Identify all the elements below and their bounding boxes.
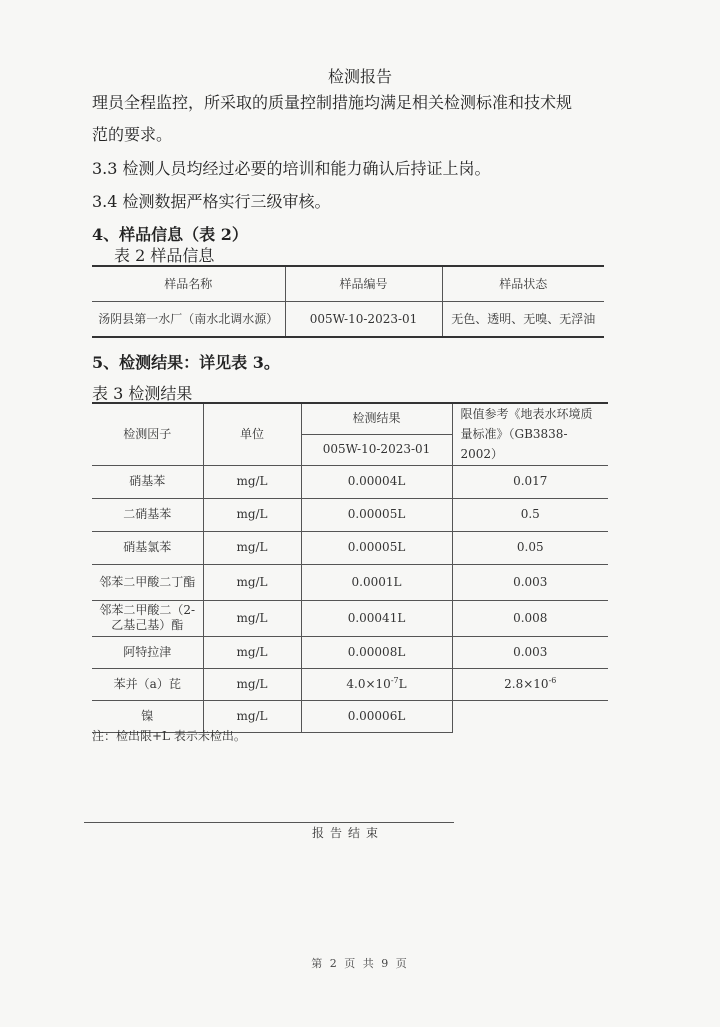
section-5-heading: 5、检测结果：详见表 3。 (92, 353, 280, 372)
result-cell: 0.00005L (301, 531, 452, 564)
page-number: 第 2 页 共 9 页 (311, 957, 409, 970)
factor-cell: 镍 (92, 700, 203, 732)
header-cell: 样品名称 (92, 266, 285, 302)
header-factor: 检测因子 (92, 403, 203, 465)
result-cell: 0.0001L (301, 564, 452, 600)
limit-cell: 0.05 (452, 531, 608, 564)
result-base: 4.0×10 (346, 676, 391, 691)
end-divider (84, 822, 454, 823)
limit-cell: 0.5 (452, 498, 608, 531)
unit-cell: mg/L (203, 531, 301, 564)
sample-name-cell: 汤阴县第一水厂（南水北调水源） (92, 302, 285, 338)
table-row (92, 465, 608, 498)
limit-cell: 0.008 (452, 600, 608, 636)
sample-state-cell: 无色、透明、无嗅、无浮油 (451, 311, 596, 326)
unit-cell: mg/L (203, 636, 301, 668)
unit-cell: mg/L (203, 564, 301, 600)
table-3-caption: 表 3 检测结果 (92, 384, 193, 403)
header-result: 检测结果 (301, 403, 452, 434)
report-end-label: 报告结束 (312, 826, 385, 840)
paragraph-item-3-4: 3.4 检测数据严格实行三级审核。 (92, 192, 331, 211)
factor-cell: 邻苯二甲酸二丁酯 (92, 564, 203, 600)
table-row (92, 564, 608, 600)
table-row (92, 600, 608, 636)
header-cell: 样品编号 (285, 266, 442, 302)
unit-cell: mg/L (203, 668, 301, 700)
limit-cell (452, 700, 608, 732)
table-row (92, 636, 608, 668)
factor-cell: 二硝基苯 (92, 498, 203, 531)
result-cell: 0.00008L (301, 636, 452, 668)
table-row (92, 531, 608, 564)
header-unit: 单位 (203, 403, 301, 465)
factor-cell: 硝基苯 (92, 465, 203, 498)
limit-cell (452, 668, 608, 700)
sample-id-cell: 005W-10-2023-01 (285, 302, 442, 338)
unit-cell: mg/L (203, 498, 301, 531)
factor-cell: 硝基氯苯 (92, 531, 203, 564)
table-note: 注：检出限+L 表示未检出。 (92, 729, 246, 743)
header-sample-id: 005W-10-2023-01 (301, 434, 452, 465)
factor-cell: 邻苯二甲酸二（2-乙基己基）酯 (92, 600, 203, 636)
table-2-caption: 表 2 样品信息 (114, 246, 215, 265)
test-results-table (92, 402, 608, 733)
header-limit: 限值参考《地表水环境质量标准》（GB3838-2002） (452, 403, 608, 465)
factor-cell: 阿特拉津 (92, 636, 203, 668)
result-cell: 0.00004L (301, 465, 452, 498)
table-header-row (92, 403, 608, 434)
unit-cell: mg/L (203, 700, 301, 732)
result-cell: 0.00006L (301, 700, 452, 732)
paragraph-line: 理员全程监控，所采取的质量控制措施均满足相关检测标准和技术规 (92, 93, 573, 112)
result-cell: 0.00041L (301, 600, 452, 636)
unit-cell: mg/L (203, 600, 301, 636)
section-4-heading: 4、样品信息（表 2） (92, 225, 248, 244)
document-title: 检测报告 (327, 67, 392, 86)
result-suffix: L (398, 676, 407, 691)
factor-cell: 苯并（a）芘 (92, 668, 203, 700)
table-row (92, 668, 608, 700)
result-exponent: -7 (390, 675, 399, 685)
limit-exponent: -6 (548, 675, 557, 685)
result-cell: 0.00005L (301, 498, 452, 531)
limit-cell: 0.003 (452, 564, 608, 600)
unit-cell: mg/L (203, 465, 301, 498)
sample-info-table (92, 265, 604, 338)
paragraph-item-3-3: 3.3 检测人员均经过必要的培训和能力确认后持证上岗。 (92, 159, 491, 178)
limit-cell: 0.017 (452, 465, 608, 498)
table-header-row (92, 266, 604, 302)
limit-cell: 0.003 (452, 636, 608, 668)
table-row (92, 498, 608, 531)
limit-base: 2.8×10 (504, 676, 549, 691)
header-cell: 样品状态 (442, 266, 604, 302)
paragraph-line: 范的要求。 (92, 125, 173, 144)
table-row (92, 302, 604, 338)
result-cell (301, 668, 452, 700)
